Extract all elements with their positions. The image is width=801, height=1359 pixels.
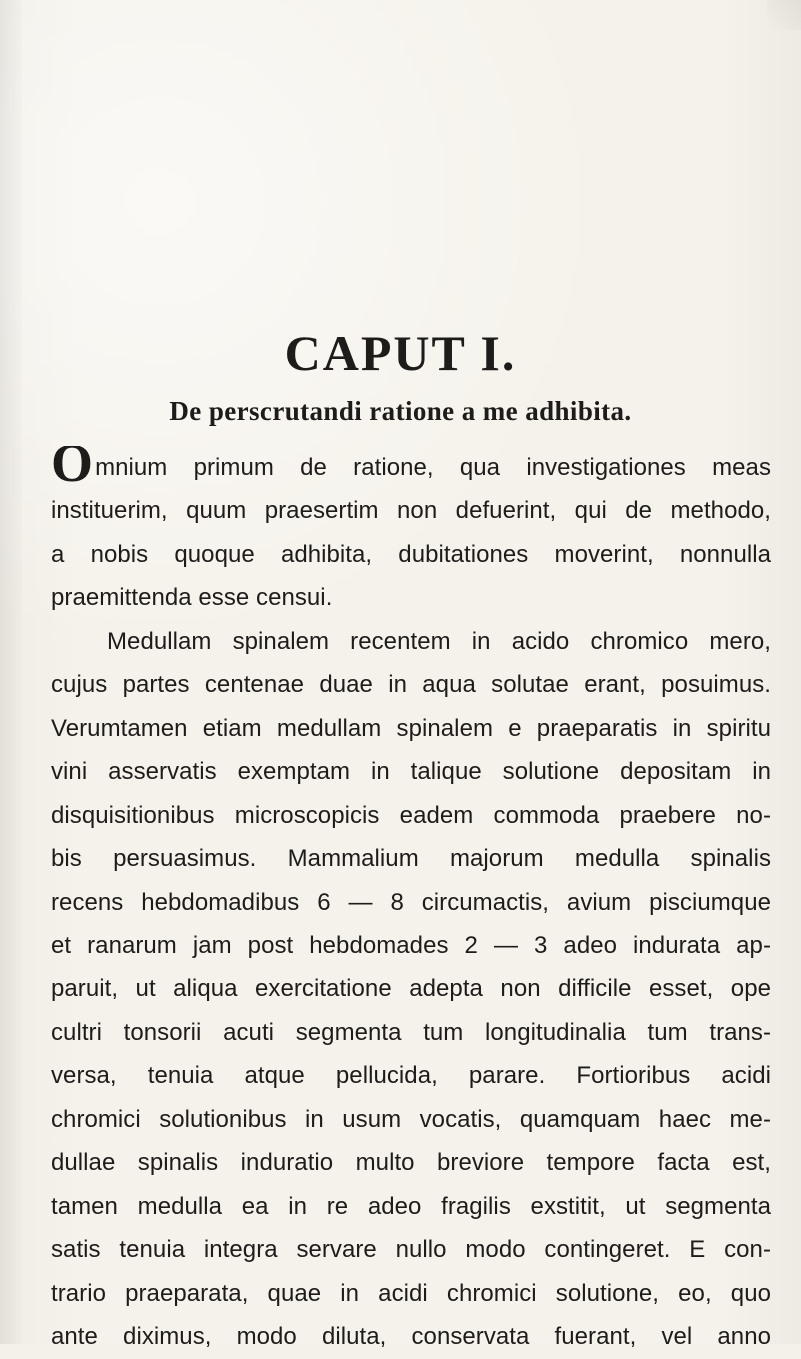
text-line: recens hebdomadibus 6 — 8 circumactis, avium pisciumque bbox=[51, 888, 771, 916]
text-line: vini asservatis exemptam in talique solutione depositam in bbox=[51, 758, 771, 786]
dropcap-letter: O bbox=[51, 446, 94, 490]
text-line: versa, tenuia atque pellucida, parare. Fortioribus acidi bbox=[51, 1062, 771, 1090]
text-line: trario praeparata, quae in acidi chromici solutione, eo, quo bbox=[51, 1279, 771, 1307]
text-line: tamen medulla ea in re adeo fragilis exstitit, ut segmenta bbox=[51, 1192, 771, 1220]
text-line: Medullam spinalem recentem in acido chromico mero, bbox=[107, 627, 771, 655]
text-line: chromici solutionibus in usum vocatis, quamquam haec me- bbox=[51, 1105, 771, 1133]
text-line: disquisitionibus microscopicis eadem commoda praebere no- bbox=[51, 801, 771, 829]
text-line: cujus partes centenae duae in aqua solutae erant, posuimus. bbox=[51, 671, 771, 699]
text-line: Verumtamen etiam medullam spinalem e praeparatis in spiritu bbox=[51, 714, 771, 742]
text-line: dullae spinalis induratio multo breviore tempore facta est, bbox=[51, 1149, 771, 1177]
text-line: a nobis quoque adhibita, dubitationes moverint, nonnulla bbox=[51, 540, 771, 568]
page-corner-shadow bbox=[767, 0, 801, 30]
chapter-subtitle: De perscrutandi ratione a me adhibita. bbox=[169, 396, 632, 426]
text-line: paruit, ut aliqua exercitatione adepta non difficile esset, ope bbox=[51, 975, 771, 1003]
text-line: bis persuasimus. Mammalium majorum medulla spinalis bbox=[51, 845, 771, 873]
text-line: cultri tonsorii acuti segmenta tum longitudinalia tum trans- bbox=[51, 1018, 771, 1046]
chapter-body bbox=[51, 446, 771, 1359]
text-line: et ranarum jam post hebdomades 2 — 3 adeo indurata ap- bbox=[51, 931, 771, 959]
text-line: praemittenda esse censui. bbox=[51, 584, 333, 612]
text-line: satis tenuia integra servare nullo modo contingeret. E con- bbox=[51, 1236, 771, 1264]
chapter-title: CAPUT I. bbox=[284, 325, 517, 381]
first-line bbox=[51, 446, 771, 489]
page-gutter bbox=[0, 0, 22, 1344]
first-line-text: mnium primum de ratione, qua investigationes meas bbox=[95, 454, 771, 481]
text-line: instituerim, quum praesertim non defuerint, qui de methodo, bbox=[51, 497, 771, 525]
text-line: ante diximus, modo diluta, conservata fuerant, vel anno bbox=[51, 1323, 771, 1351]
